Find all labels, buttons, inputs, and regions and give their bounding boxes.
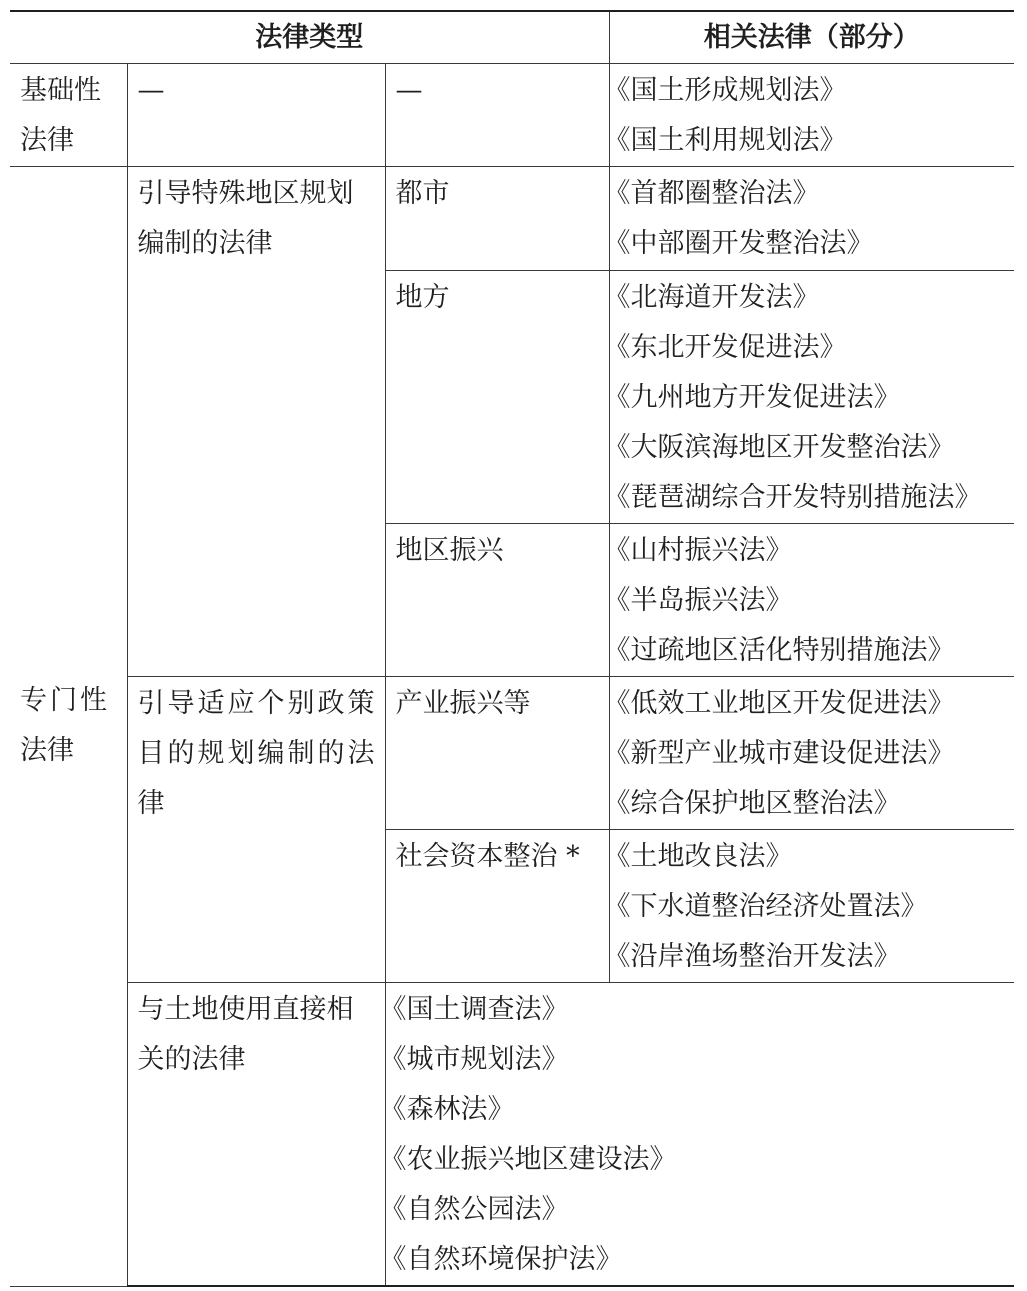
law-item: 《过疏地区活化特别措施法》: [603, 635, 955, 666]
area-revitalization-label: 地区振兴: [395, 535, 504, 566]
land-use-laws: [379, 983, 1014, 1287]
basic-law-area: [385, 64, 609, 167]
basic-law-category: [10, 64, 127, 167]
special-law-category-line2: 法律: [20, 735, 74, 767]
area-revitalization-laws: [603, 524, 1014, 677]
area-industry: [385, 677, 609, 830]
law-item: 《中部圈开发整治法》: [603, 228, 874, 259]
special-land-use-row: [10, 983, 1014, 1287]
group-land-use: [127, 983, 385, 1287]
area-metro-label: 都市: [395, 178, 450, 209]
special-industry-row: [10, 677, 1014, 830]
law-item: 《山村振兴法》: [603, 535, 793, 566]
area-revitalization: [385, 524, 609, 677]
special-law-category: [10, 167, 127, 1287]
law-item: 《半岛振兴法》: [603, 585, 793, 616]
area-regional-label: 地方: [395, 282, 450, 313]
law-item: 《农业振兴地区建设法》: [379, 1144, 677, 1175]
header-related-laws: 相关法律（部分）: [609, 11, 1014, 64]
law-item: 《低效工业地区开发促进法》: [603, 688, 955, 719]
law-item: 《琵琶湖综合开发特别措施法》: [603, 482, 982, 513]
basic-law-category-line2: 法律: [20, 125, 74, 156]
law-item: 《沿岸渔场整治开发法》: [603, 941, 901, 972]
basic-law-subcategory: [127, 64, 385, 167]
area-regional: [385, 271, 609, 524]
law-item: 《国土调查法》: [379, 994, 569, 1025]
basic-law-row: [10, 64, 1014, 167]
area-regional-laws: [603, 271, 1014, 524]
group-policy-purpose-title: 引导适应个别政策目的规划编制的法律: [137, 688, 375, 819]
basic-law-list: [603, 64, 1014, 167]
area-infrastructure: [385, 830, 609, 983]
area-metro-laws: [603, 167, 1014, 271]
area-metro: [385, 167, 609, 271]
law-item: 《综合保护地区整治法》: [603, 788, 901, 819]
basic-law-category-line1: 基础性: [20, 75, 101, 106]
header-row: [10, 11, 1014, 64]
law-item: 《九州地方开发促进法》: [603, 382, 901, 413]
law-item: 《自然公园法》: [379, 1194, 569, 1225]
law-item: 《土地改良法》: [603, 841, 793, 872]
basic-law-dash: —: [137, 75, 165, 106]
law-types-table: [10, 10, 1014, 1287]
law-item: 《首都圈整治法》: [603, 178, 820, 209]
law-item: 《城市规划法》: [379, 1044, 569, 1075]
basic-law-area-dash: —: [395, 75, 423, 106]
law-item: 《森林法》: [379, 1094, 515, 1125]
law-item: 《国土形成规划法》: [603, 75, 847, 106]
law-item: 《新型产业城市建设促进法》: [603, 738, 955, 769]
area-industry-label: 产业振兴等: [395, 688, 531, 719]
special-law-category-line1: 专门性: [20, 685, 110, 717]
area-industry-laws: [603, 677, 1014, 830]
group-policy-purpose: [127, 677, 385, 983]
law-item: 《东北开发促进法》: [603, 332, 847, 363]
special-metro-row: [10, 167, 1014, 271]
group-special-areas: [127, 167, 385, 677]
area-infrastructure-label: 社会资本整治 *: [395, 841, 580, 872]
group-special-areas-title: 引导特殊地区规划编制的法律: [137, 178, 354, 259]
law-item: 《国土利用规划法》: [603, 125, 847, 156]
law-item: 《自然环境保护法》: [379, 1244, 623, 1275]
area-infrastructure-laws: [603, 830, 1014, 983]
law-item: 《下水道整治经济处置法》: [603, 891, 928, 922]
law-item: 《北海道开发法》: [603, 282, 820, 313]
group-land-use-title: 与土地使用直接相关的法律: [137, 994, 354, 1075]
header-law-type: 法律类型: [10, 11, 609, 64]
law-item: 《大阪滨海地区开发整治法》: [603, 432, 955, 463]
